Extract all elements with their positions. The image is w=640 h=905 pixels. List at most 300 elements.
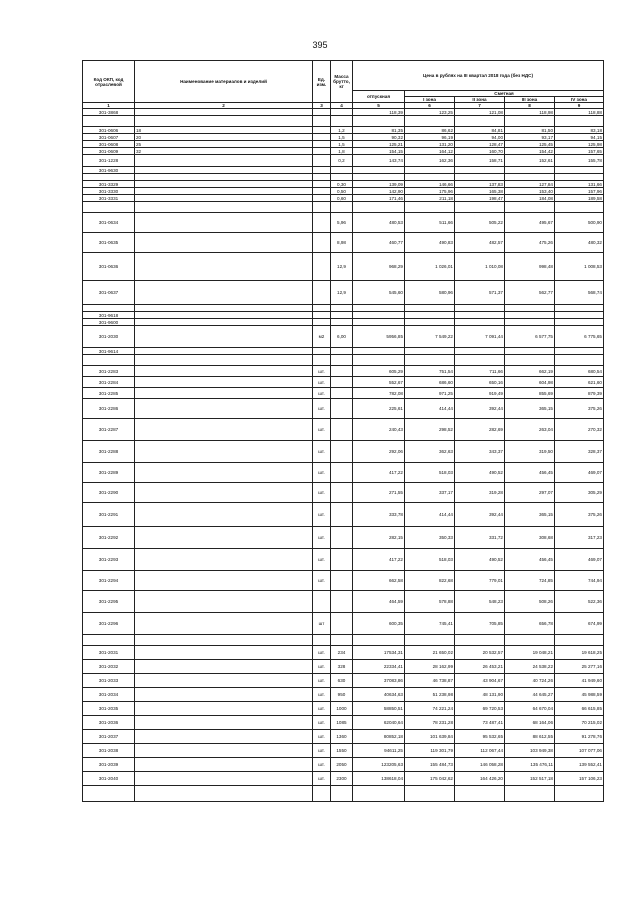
cell-code: 301-2296 [83, 613, 135, 635]
cell-code [83, 786, 135, 802]
cell-price-zone4: 879,39 [555, 388, 604, 399]
cell-price-zone2: 69 720,53 [455, 702, 505, 716]
cell-mass [331, 377, 353, 388]
cell-price-release [353, 635, 405, 646]
cell-price-zone2 [455, 348, 505, 355]
cell-mass [331, 549, 353, 571]
cell-name [135, 503, 313, 527]
cell-price-zone1 [405, 635, 455, 646]
table-row [83, 571, 604, 591]
cell-price-zone3: 88 612,55 [505, 730, 555, 744]
table-row [83, 213, 604, 233]
cell-code [83, 174, 135, 181]
cell-price-zone4: 66 615,85 [555, 702, 604, 716]
header-mass: Масса брутто, кг [331, 61, 353, 103]
cell-price-zone1: 1 026,01 [405, 253, 455, 281]
cell-mass: 2300 [331, 772, 353, 786]
cell-price-zone2: 392,44 [455, 399, 505, 419]
table-row [83, 786, 604, 802]
cell-price-release [353, 202, 405, 213]
cell-code: 301-0636 [83, 253, 135, 281]
table-row [83, 388, 604, 399]
cell-price-zone1: 96,19 [405, 134, 455, 141]
cell-code: 301-2290 [83, 483, 135, 503]
cell-price-release: 605,29 [353, 366, 405, 377]
column-number: 3 [313, 103, 331, 109]
cell-price-zone2: 482,57 [455, 233, 505, 253]
cell-code: 301-0609 [83, 148, 135, 155]
cell-name [135, 635, 313, 646]
cell-code: 301-2034 [83, 688, 135, 702]
cell-unit [313, 202, 331, 213]
cell-name [135, 646, 313, 660]
cell-code: 301-9618 [83, 312, 135, 319]
cell-name [135, 549, 313, 571]
table-row [83, 355, 604, 366]
cell-price-zone3: 724,85 [505, 571, 555, 591]
cell-price-release: 62040,64 [353, 716, 405, 730]
cell-code: 301-2037 [83, 730, 135, 744]
cell-unit [313, 188, 331, 195]
cell-price-zone1 [405, 167, 455, 174]
cell-price-zone3 [505, 174, 555, 181]
cell-price-zone1: 131,20 [405, 141, 455, 148]
cell-price-zone4: 91 278,76 [555, 730, 604, 744]
cell-code: 301-3329 [83, 181, 135, 188]
cell-mass: 0,60 [331, 195, 353, 202]
cell-price-zone1: 518,03 [405, 549, 455, 571]
table-row [83, 688, 604, 702]
cell-code: 301-3331 [83, 195, 135, 202]
cell-price-zone1: 74 221,24 [405, 702, 455, 716]
cell-price-zone2: 94,00 [455, 134, 505, 141]
cell-price-zone1: 7 549,22 [405, 326, 455, 348]
cell-price-zone3: 103 949,38 [505, 744, 555, 758]
cell-price-zone3 [505, 635, 555, 646]
cell-code: 301-2287 [83, 419, 135, 441]
cell-price-zone2: 137,83 [455, 181, 505, 188]
cell-price-release: 292,06 [353, 441, 405, 463]
cell-name [135, 674, 313, 688]
page-number: 395 [312, 40, 328, 50]
cell-name [135, 213, 313, 233]
cell-price-zone3: 40 724,26 [505, 674, 555, 688]
cell-name [135, 167, 313, 174]
cell-price-release: 271,55 [353, 483, 405, 503]
cell-name [135, 305, 313, 312]
cell-code: 301-2283 [83, 366, 135, 377]
cell-price-zone3: 263,04 [505, 419, 555, 441]
cell-price-zone1: 745,41 [405, 613, 455, 635]
cell-price-zone3 [505, 116, 555, 127]
cell-code: 301-2032 [83, 660, 135, 674]
header-estimate: Сметная [405, 91, 604, 97]
header-name: Наименование материалов и изделий [135, 61, 313, 103]
cell-unit [313, 167, 331, 174]
cell-mass [331, 591, 353, 613]
cell-mass [331, 635, 353, 646]
cell-price-zone1: 164,12 [405, 148, 455, 155]
cell-price-zone4: 305,29 [555, 483, 604, 503]
table-row [83, 116, 604, 127]
cell-price-zone1: 298,52 [405, 419, 455, 441]
cell-price-release: 80852,18 [353, 730, 405, 744]
cell-price-zone2: 505,22 [455, 213, 505, 233]
cell-mass [331, 527, 353, 549]
table-row [83, 281, 604, 305]
cell-unit: шт. [313, 463, 331, 483]
cell-price-zone3: 319,50 [505, 441, 555, 463]
table-row [83, 167, 604, 174]
cell-price-release: 125,21 [353, 141, 405, 148]
cell-mass: 1,5 [331, 141, 353, 148]
cell-unit [313, 174, 331, 181]
cell-price-zone1 [405, 355, 455, 366]
cell-code: 301-3330 [83, 188, 135, 195]
cell-price-zone1 [405, 202, 455, 213]
cell-price-zone2 [455, 635, 505, 646]
cell-price-zone2: 160,70 [455, 148, 505, 155]
table-row [83, 635, 604, 646]
cell-price-zone3 [505, 167, 555, 174]
cell-price-zone1: 362,63 [405, 441, 455, 463]
cell-price-release [353, 167, 405, 174]
cell-code: 301-0607 [83, 134, 135, 141]
cell-unit [313, 281, 331, 305]
cell-price-zone3: 64 670,04 [505, 702, 555, 716]
cell-price-zone4 [555, 319, 604, 326]
cell-mass: 328 [331, 660, 353, 674]
cell-price-zone2: 128,47 [455, 141, 505, 148]
table-row [83, 181, 604, 188]
cell-price-zone2 [455, 786, 505, 802]
cell-unit: шт. [313, 366, 331, 377]
table-row [83, 730, 604, 744]
cell-code [83, 116, 135, 127]
cell-price-zone3: 127,84 [505, 181, 555, 188]
cell-price-zone4 [555, 312, 604, 319]
cell-price-zone1: 86,62 [405, 127, 455, 134]
cell-unit [313, 195, 331, 202]
cell-code: 301-2291 [83, 503, 135, 527]
cell-price-zone1 [405, 312, 455, 319]
column-number: 9 [555, 103, 604, 109]
cell-mass: 1550 [331, 744, 353, 758]
cell-mass [331, 483, 353, 503]
cell-price-release [353, 348, 405, 355]
cell-unit [313, 786, 331, 802]
cell-name [135, 716, 313, 730]
cell-name [135, 571, 313, 591]
column-number: 4 [331, 103, 353, 109]
cell-price-zone4: 568,74 [555, 281, 604, 305]
cell-unit: шт. [313, 549, 331, 571]
cell-price-zone4 [555, 786, 604, 802]
cell-price-zone3: 152,61 [505, 155, 555, 167]
cell-price-zone3 [505, 319, 555, 326]
cell-price-zone3: 135 476,11 [505, 758, 555, 772]
cell-mass [331, 305, 353, 312]
cell-code: 301-0634 [83, 213, 135, 233]
cell-price-zone2: 20 532,57 [455, 646, 505, 660]
cell-unit: шт [313, 613, 331, 635]
cell-price-zone4: 45 988,59 [555, 688, 604, 702]
cell-price-zone1 [405, 174, 455, 181]
cell-name [135, 109, 313, 116]
cell-name [135, 688, 313, 702]
cell-mass: 12,9 [331, 281, 353, 305]
cell-unit: шт. [313, 388, 331, 399]
cell-price-zone3: 152 517,18 [505, 772, 555, 786]
cell-price-zone1: 28 162,99 [405, 660, 455, 674]
cell-price-zone1: 971,25 [405, 388, 455, 399]
cell-code: 301-2294 [83, 571, 135, 591]
cell-unit: м2 [313, 326, 331, 348]
cell-price-release: 600,35 [353, 613, 405, 635]
cell-mass [331, 167, 353, 174]
cell-price-zone1: 21 650,02 [405, 646, 455, 660]
cell-mass: 8,98 [331, 233, 353, 253]
cell-price-zone3: 24 538,22 [505, 660, 555, 674]
cell-price-zone4: 522,36 [555, 591, 604, 613]
cell-price-zone3: 154,42 [505, 148, 555, 155]
cell-price-zone2: 705,85 [455, 613, 505, 635]
cell-unit [313, 305, 331, 312]
cell-mass: 1085 [331, 716, 353, 730]
cell-name: 25 [135, 141, 313, 148]
table-row [83, 174, 604, 181]
cell-name [135, 326, 313, 348]
column-number: 8 [505, 103, 555, 109]
cell-price-release: 225,61 [353, 399, 405, 419]
cell-price-zone4: 469,07 [555, 463, 604, 483]
cell-price-zone2: 158,71 [455, 155, 505, 167]
cell-price-release: 171,46 [353, 195, 405, 202]
table-row [83, 744, 604, 758]
cell-price-zone3: 6 577,75 [505, 326, 555, 348]
cell-mass: 0,30 [331, 181, 353, 188]
cell-unit [313, 109, 331, 116]
cell-mass: 1,2 [331, 127, 353, 134]
cell-code: 301-1228 [83, 155, 135, 167]
cell-price-zone3 [505, 355, 555, 366]
cell-price-zone4 [555, 116, 604, 127]
cell-mass: 1,8 [331, 148, 353, 155]
cell-mass [331, 116, 353, 127]
cell-name [135, 786, 313, 802]
cell-unit [313, 127, 331, 134]
cell-price-zone1: 123,25 [405, 109, 455, 116]
cell-price-release: 94611,25 [353, 744, 405, 758]
cell-unit [313, 134, 331, 141]
cell-mass [331, 388, 353, 399]
cell-price-release [353, 355, 405, 366]
cell-mass: 0,50 [331, 188, 353, 195]
cell-price-zone3: 662,19 [505, 366, 555, 377]
cell-unit: шт. [313, 758, 331, 772]
cell-price-zone2: 331,72 [455, 527, 505, 549]
cell-price-zone4: 317,23 [555, 527, 604, 549]
cell-mass: 5,96 [331, 213, 353, 233]
cell-price-zone3: 508,26 [505, 591, 555, 613]
cell-mass: 1,5 [331, 134, 353, 141]
table-row [83, 134, 604, 141]
cell-name [135, 758, 313, 772]
table-row [83, 319, 604, 326]
cell-name [135, 463, 313, 483]
cell-unit [313, 213, 331, 233]
cell-price-zone4: 6 775,65 [555, 326, 604, 348]
cell-price-release: 417,22 [353, 463, 405, 483]
cell-price-zone2: 121,08 [455, 109, 505, 116]
cell-unit [313, 355, 331, 366]
cell-price-release: 142,90 [353, 188, 405, 195]
cell-name [135, 730, 313, 744]
cell-unit [313, 253, 331, 281]
cell-unit: шт. [313, 772, 331, 786]
cell-price-zone2: 165,38 [455, 188, 505, 195]
cell-price-zone3: 604,98 [505, 377, 555, 388]
cell-unit: шт. [313, 399, 331, 419]
cell-price-zone1: 51 238,98 [405, 688, 455, 702]
cell-code: 301-2038 [83, 744, 135, 758]
table-header [83, 61, 604, 109]
cell-unit: шт. [313, 674, 331, 688]
cell-price-zone1: 175 042,62 [405, 772, 455, 786]
table-row [83, 127, 604, 134]
cell-price-release: 417,22 [353, 549, 405, 571]
cell-code [83, 635, 135, 646]
cell-price-zone4: 480,32 [555, 233, 604, 253]
cell-price-zone3: 118,98 [505, 109, 555, 116]
cell-price-zone4: 118,88 [555, 109, 604, 116]
cell-code: 301-2284 [83, 377, 135, 388]
cell-price-release: 333,78 [353, 503, 405, 527]
table-row [83, 772, 604, 786]
cell-price-zone4: 621,60 [555, 377, 604, 388]
cell-code: 301-2035 [83, 702, 135, 716]
cell-price-zone4: 189,58 [555, 195, 604, 202]
cell-price-zone4 [555, 348, 604, 355]
header-zone1: I зона [405, 97, 455, 103]
cell-code: 301-2295 [83, 591, 135, 613]
cell-mass [331, 463, 353, 483]
cell-price-release: 5956,85 [353, 326, 405, 348]
cell-price-zone3 [505, 202, 555, 213]
cell-mass [331, 613, 353, 635]
cell-price-zone3: 297,07 [505, 483, 555, 503]
cell-name [135, 388, 313, 399]
cell-name [135, 772, 313, 786]
cell-price-release: 17534,31 [353, 646, 405, 660]
table-row [83, 195, 604, 202]
cell-price-zone4: 131,66 [555, 181, 604, 188]
table-row [83, 674, 604, 688]
table-row [83, 348, 604, 355]
cell-price-zone1: 414,44 [405, 503, 455, 527]
cell-name [135, 355, 313, 366]
cell-name [135, 613, 313, 635]
cell-code: 301-2030 [83, 326, 135, 348]
header-release: отпускная [353, 91, 405, 103]
cell-price-zone1: 146,66 [405, 181, 455, 188]
cell-name [135, 233, 313, 253]
table-row [83, 503, 604, 527]
cell-mass [331, 355, 353, 366]
table-row [83, 463, 604, 483]
cell-price-zone4: 680,54 [555, 366, 604, 377]
cell-price-zone1: 490,83 [405, 233, 455, 253]
table-row [83, 613, 604, 635]
cell-price-zone2: 650,16 [455, 377, 505, 388]
cell-price-zone1: 580,96 [405, 281, 455, 305]
cell-price-zone4: 270,32 [555, 419, 604, 441]
cell-price-zone4 [555, 174, 604, 181]
cell-unit [313, 148, 331, 155]
cell-unit: шт. [313, 716, 331, 730]
cell-name [135, 483, 313, 503]
cell-mass: 1000 [331, 702, 353, 716]
cell-unit: шт. [313, 571, 331, 591]
cell-price-zone2 [455, 305, 505, 312]
cell-name [135, 319, 313, 326]
cell-price-release: 58850,51 [353, 702, 405, 716]
cell-code: 301-2031 [83, 646, 135, 660]
cell-mass [331, 786, 353, 802]
cell-price-release: 782,08 [353, 388, 405, 399]
cell-price-release [353, 305, 405, 312]
cell-price-zone1: 211,18 [405, 195, 455, 202]
cell-price-zone3: 656,78 [505, 613, 555, 635]
header-price-title: Цена в рублях на III квартал 2018 года (без НДС) [353, 61, 604, 91]
table-row [83, 419, 604, 441]
cell-price-zone2: 490,52 [455, 463, 505, 483]
table-row [83, 312, 604, 319]
cell-price-zone2 [455, 116, 505, 127]
cell-price-zone2: 198,47 [455, 195, 505, 202]
cell-price-zone2 [455, 319, 505, 326]
header-zone2: II зона [455, 97, 505, 103]
cell-price-zone3: 184,08 [505, 195, 555, 202]
column-number: 7 [455, 103, 505, 109]
table-row [83, 305, 604, 312]
cell-price-release: 464,59 [353, 591, 405, 613]
cell-name [135, 744, 313, 758]
cell-price-zone4: 83,18 [555, 127, 604, 134]
cell-price-zone4: 674,99 [555, 613, 604, 635]
cell-code [83, 202, 135, 213]
cell-name [135, 660, 313, 674]
cell-code: 301-0635 [83, 233, 135, 253]
table-row [83, 549, 604, 571]
table-row [83, 366, 604, 377]
cell-unit [313, 312, 331, 319]
cell-price-zone4: 157,65 [555, 148, 604, 155]
cell-price-zone2: 343,37 [455, 441, 505, 463]
cell-unit [313, 181, 331, 188]
cell-price-zone2: 84,81 [455, 127, 505, 134]
cell-name [135, 116, 313, 127]
cell-code: 301-0608 [83, 141, 135, 148]
cell-price-zone4: 469,07 [555, 549, 604, 571]
cell-price-zone1: 511,66 [405, 213, 455, 233]
table-row [83, 646, 604, 660]
cell-code [83, 305, 135, 312]
cell-price-zone2: 490,52 [455, 549, 505, 571]
cell-price-zone2 [455, 202, 505, 213]
cell-code: 301-2288 [83, 441, 135, 463]
cell-price-zone1: 686,60 [405, 377, 455, 388]
